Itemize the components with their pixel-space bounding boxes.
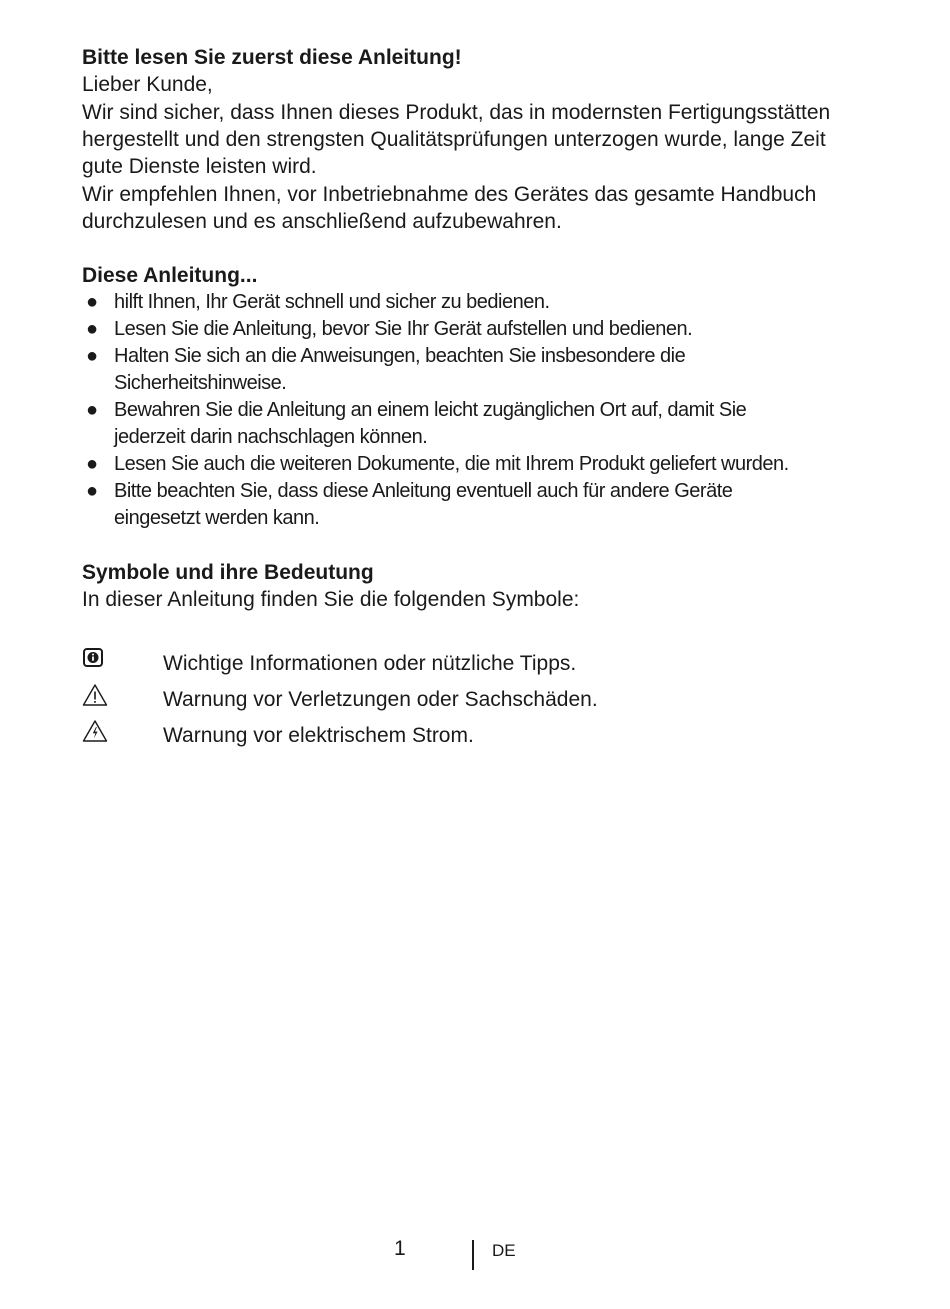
- guide-list: [82, 289, 872, 532]
- language-label: DE: [492, 1241, 516, 1260]
- list-item-text: Halten Sie sich an die Anweisungen, beachten Sie insbesondere die: [114, 345, 686, 367]
- symbol-text: Warnung vor elektrischem Strom.: [163, 724, 474, 747]
- guide-heading: Diese Anleitung...: [82, 264, 258, 287]
- list-item-text: hilft Ihnen, Ihr Gerät schnell und sicher zu bedienen.: [114, 291, 550, 313]
- text-line: gute Dienste leisten wird.: [82, 155, 317, 178]
- text-line: Wir sind sicher, dass Ihnen dieses Produkt, das in modernsten Fertigungsstätten: [82, 101, 831, 124]
- text-line: durchzulesen und es anschließend aufzubewahren.: [82, 210, 562, 233]
- electric-warning-icon: [82, 721, 163, 757]
- footer-divider: [472, 1240, 474, 1270]
- warning-icon: [82, 685, 163, 721]
- list-item: [82, 451, 872, 478]
- bullet-icon: ●: [86, 318, 98, 340]
- list-item-text: Bewahren Sie die Anleitung an einem leicht zugänglichen Ort auf, damit Sie: [114, 399, 747, 421]
- symbol-row: [82, 721, 872, 757]
- page-content: [82, 44, 872, 757]
- symbol-text: Warnung vor Verletzungen oder Sachschäden.: [163, 688, 598, 711]
- page-number: 1: [394, 1237, 406, 1260]
- intro-paragraph-1: [82, 99, 872, 180]
- symbol-row: [82, 685, 872, 721]
- list-item-text: Lesen Sie die Anleitung, bevor Sie Ihr Gerät aufstellen und bedienen.: [114, 318, 693, 340]
- symbols-heading: Symbole und ihre Bedeutung: [82, 561, 374, 584]
- list-item: [82, 316, 872, 343]
- symbols-intro: In dieser Anleitung finden Sie die folgenden Symbole:: [82, 588, 580, 611]
- salutation: Lieber Kunde,: [82, 73, 213, 96]
- info-icon: [82, 649, 163, 685]
- list-item-text: eingesetzt werden kann.: [114, 507, 320, 529]
- bullet-icon: ●: [86, 399, 98, 421]
- list-item: [82, 289, 872, 316]
- text-line: Wir empfehlen Ihnen, vor Inbetriebnahme des Gerätes das gesamte Handbuch: [82, 183, 817, 206]
- symbol-text: Wichtige Informationen oder nützliche Tipps.: [163, 652, 577, 675]
- page-footer: [0, 1236, 950, 1270]
- bullet-icon: ●: [86, 453, 98, 475]
- text-line: hergestellt und den strengsten Qualitätsprüfungen unterzogen wurde, lange Zeit: [82, 128, 826, 151]
- intro-paragraph-2: [82, 181, 872, 235]
- intro-heading: Bitte lesen Sie zuerst diese Anleitung!: [82, 46, 462, 69]
- list-item: [82, 343, 872, 397]
- symbol-row: [82, 649, 872, 685]
- list-item-text: Sicherheitshinweise.: [114, 372, 287, 394]
- bullet-icon: ●: [86, 345, 98, 367]
- bullet-icon: ●: [86, 480, 98, 502]
- symbol-legend: [82, 649, 872, 757]
- list-item-text: jederzeit darin nachschlagen können.: [114, 426, 428, 448]
- list-item: [82, 397, 872, 451]
- list-item-text: Bitte beachten Sie, dass diese Anleitung eventuell auch für andere Geräte: [114, 480, 733, 502]
- list-item: [82, 478, 872, 532]
- list-item-text: Lesen Sie auch die weiteren Dokumente, die mit Ihrem Produkt geliefert wurden.: [114, 453, 789, 475]
- bullet-icon: ●: [86, 291, 98, 313]
